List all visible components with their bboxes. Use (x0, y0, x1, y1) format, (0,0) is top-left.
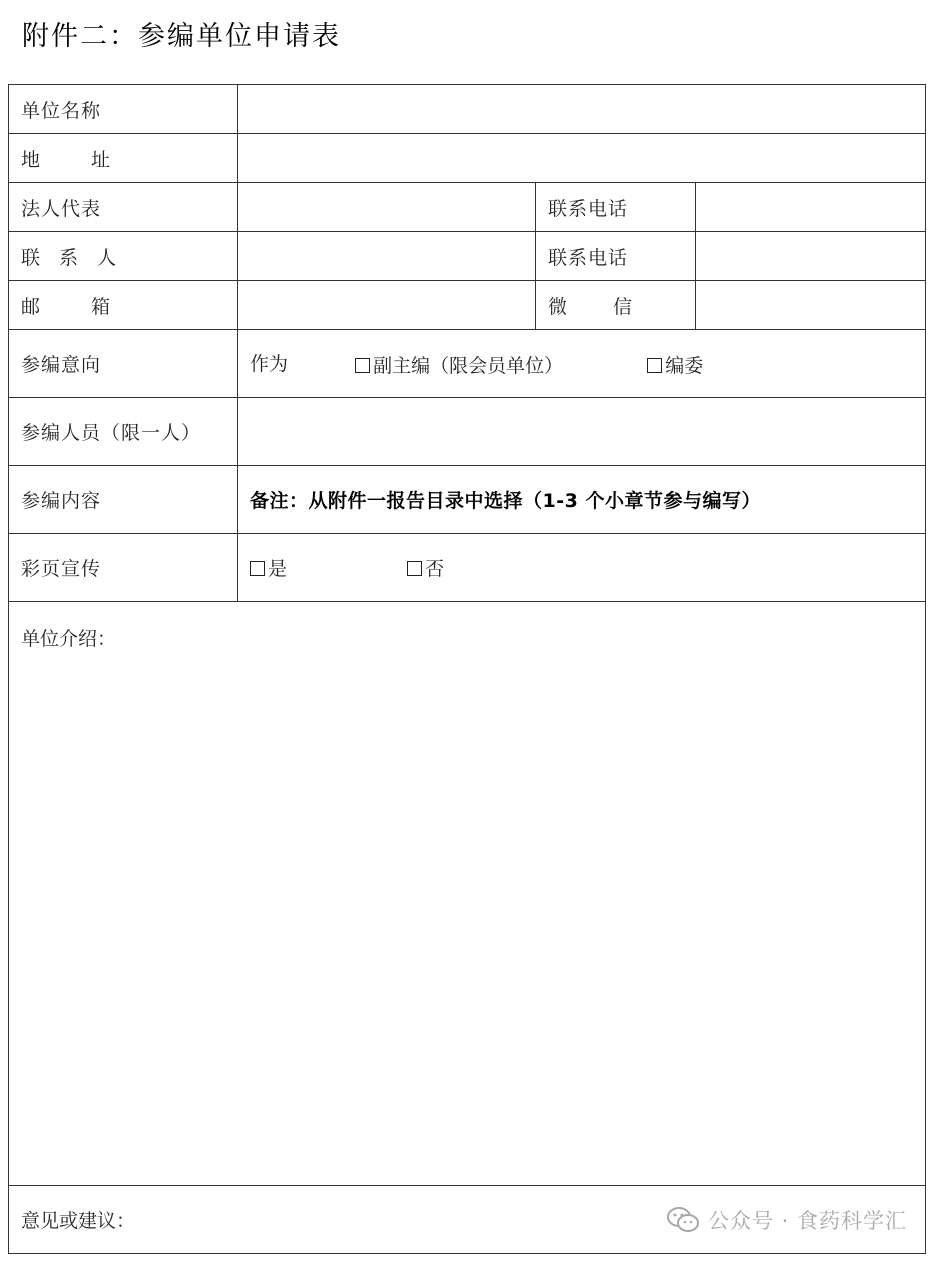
field-comments[interactable] (9, 1186, 926, 1254)
row-email (9, 281, 926, 330)
field-content[interactable] (238, 466, 926, 534)
application-form-table (8, 84, 926, 1254)
row-personnel (9, 398, 926, 466)
label-color-page: 彩页宣传 (9, 534, 238, 602)
content-note: 备注：从附件一报告目录中选择（1-3 个小章节参与编写） (250, 490, 761, 512)
option-yes[interactable] (250, 554, 287, 581)
row-legal-rep (9, 183, 926, 232)
watermark (666, 1205, 907, 1235)
label-comments: 意见或建议： (21, 1210, 136, 1232)
page-title: 附件二：参编单位申请表 (22, 21, 341, 52)
field-email[interactable] (238, 281, 536, 330)
row-address (9, 134, 926, 183)
label-phone-1: 联系电话 (536, 183, 696, 232)
field-address[interactable] (238, 134, 926, 183)
field-phone-1[interactable] (696, 183, 926, 232)
option-yes-label: 是 (268, 558, 288, 580)
label-personnel: 参编人员（限一人） (9, 398, 238, 466)
row-contact (9, 232, 926, 281)
field-wechat[interactable] (696, 281, 926, 330)
intent-as-text: 作为 (250, 353, 289, 375)
row-content (9, 466, 926, 534)
row-color-page (9, 534, 926, 602)
label-wechat: 微 信 (536, 281, 696, 330)
label-content: 参编内容 (9, 466, 238, 534)
field-unit-name[interactable] (238, 85, 926, 134)
label-intent: 参编意向 (9, 330, 238, 398)
label-email: 邮 箱 (9, 281, 238, 330)
row-intent (9, 330, 926, 398)
checkbox-no[interactable] (407, 561, 422, 576)
checkbox-yes[interactable] (250, 561, 265, 576)
checkbox-deputy-editor[interactable] (355, 358, 370, 373)
field-contact[interactable] (238, 232, 536, 281)
watermark-text: 公众号 · 食药科学汇 (707, 1208, 908, 1233)
option-deputy-editor-label: 副主编（限会员单位） (373, 355, 564, 377)
option-editorial-member[interactable] (647, 351, 703, 378)
label-intro: 单位介绍： (21, 628, 117, 650)
label-address: 地 址 (9, 134, 238, 183)
label-legal-rep: 法人代表 (9, 183, 238, 232)
field-intent (238, 330, 926, 398)
label-unit-name: 单位名称 (9, 85, 238, 134)
row-comments (9, 1186, 926, 1254)
checkbox-editorial-member[interactable] (647, 358, 662, 373)
option-no[interactable] (407, 554, 444, 581)
field-phone-2[interactable] (696, 232, 926, 281)
field-intro[interactable] (9, 602, 926, 1186)
wechat-icon (666, 1206, 700, 1234)
option-editorial-member-label: 编委 (665, 355, 704, 377)
label-contact: 联 系 人 (9, 232, 238, 281)
field-legal-rep[interactable] (238, 183, 536, 232)
row-intro (9, 602, 926, 1186)
label-phone-2: 联系电话 (536, 232, 696, 281)
option-deputy-editor[interactable] (355, 351, 563, 378)
field-personnel[interactable] (238, 398, 926, 466)
field-color-page (238, 534, 926, 602)
option-no-label: 否 (425, 558, 445, 580)
row-unit-name (9, 85, 926, 134)
